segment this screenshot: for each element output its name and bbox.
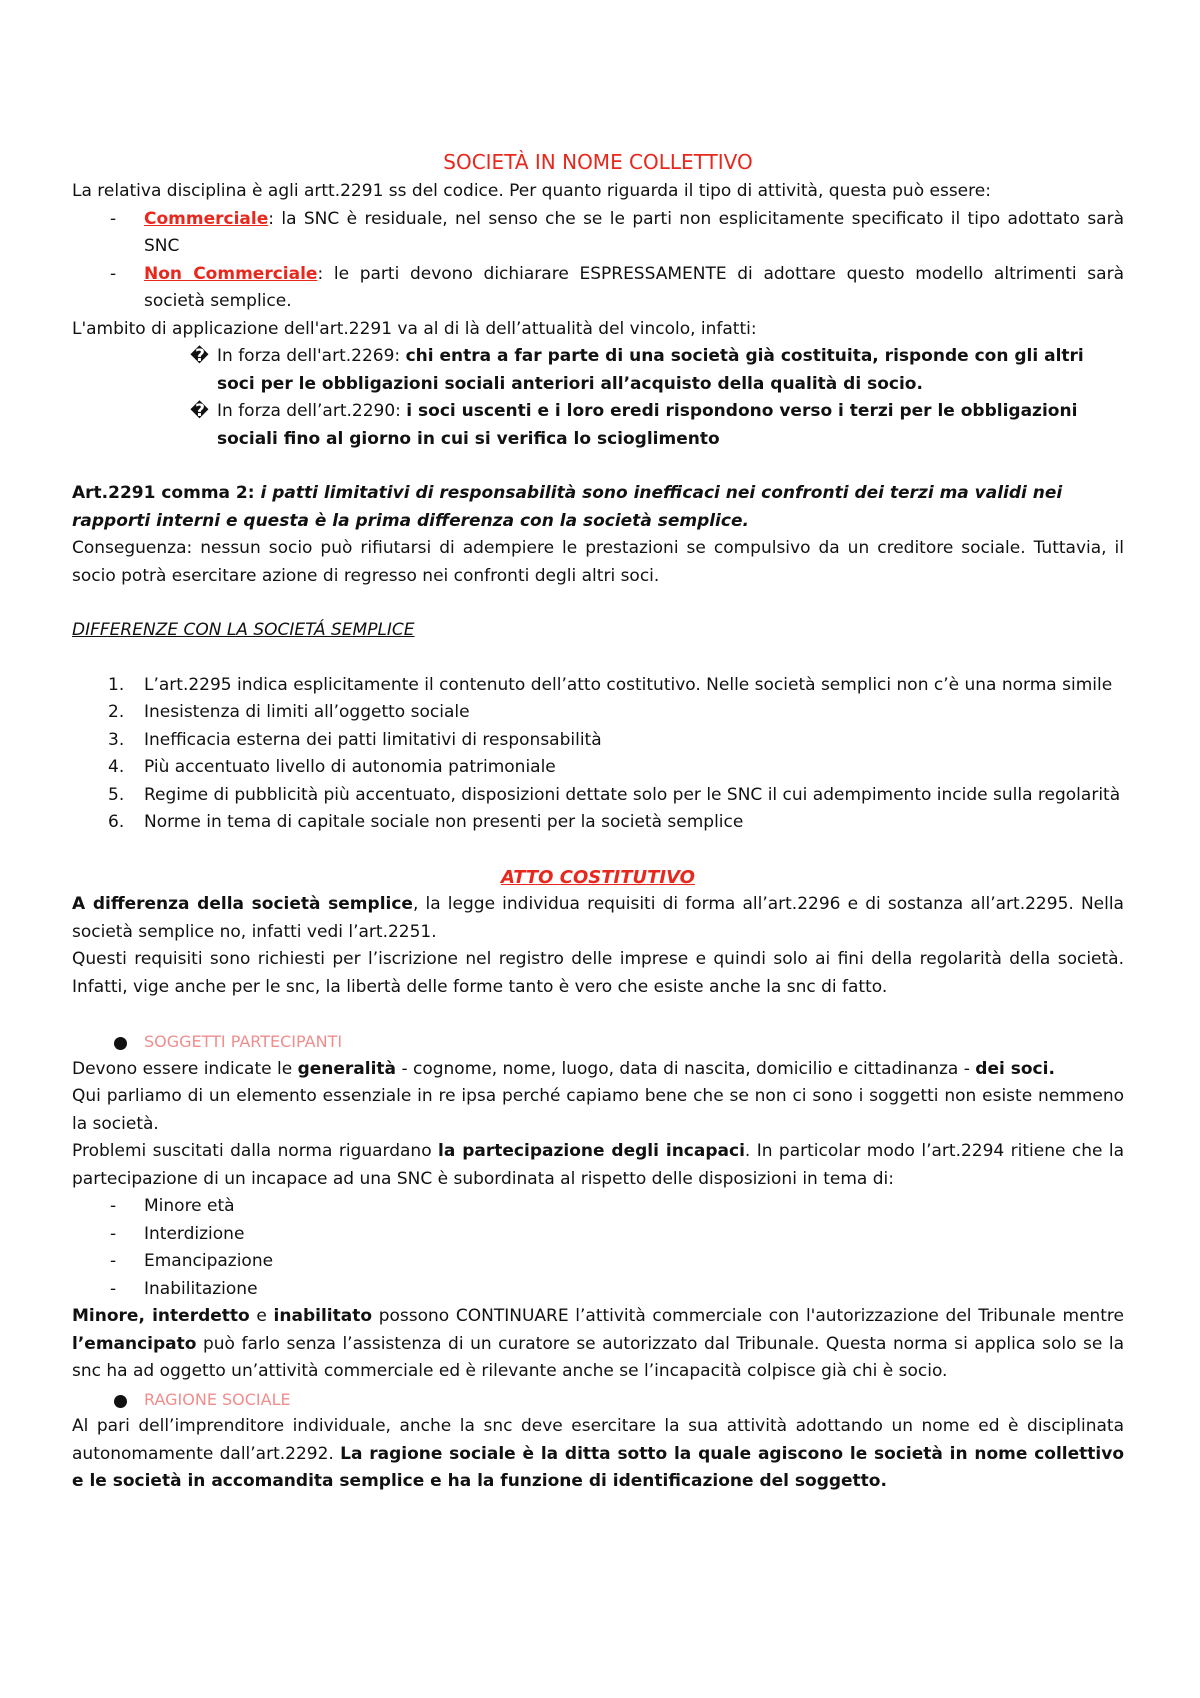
list-item bbox=[72, 809, 1124, 837]
list-item: - Inabilitazione bbox=[72, 1276, 1124, 1304]
list-item bbox=[72, 261, 1124, 316]
item-bold-text: chi entra a far parte di una società già costituita, risponde con gli altri soci per le obbligazioni sociali anteriori all’acquisto della qualità di socio. bbox=[217, 346, 1084, 394]
type-label: Commerciale bbox=[144, 208, 269, 229]
item-text: Inesistenza di limiti all’oggetto sociale bbox=[144, 702, 470, 722]
item-number: 5. bbox=[108, 784, 125, 805]
comma2-paragraph bbox=[72, 480, 1124, 535]
soggetti-paragraph-2: Qui parliamo di un elemento essenziale in re ipsa perché capiamo bene che se non ci sono i soggetti non esiste nemmeno la società. bbox=[72, 1086, 1124, 1134]
list-item: - Minore età bbox=[72, 1193, 1124, 1221]
comma2-lead: Art.2291 comma 2: bbox=[72, 483, 261, 503]
atto-paragraph-2: Questi requisiti sono richiesti per l’iscrizione nel registro delle imprese e quindi solo ai fini della regolarità della società. Infatti, vige anche per le snc, la libertà delle forme tanto è vero che esiste anche la snc di fatto. bbox=[72, 949, 1124, 997]
list-item bbox=[72, 699, 1124, 727]
item-number: 1. bbox=[108, 674, 125, 695]
comma2-text: i patti limitativi di responsabilità sono inefficaci nei confronti dei terzi ma validi nei rapporti interni e questa è la prima differenza con la società semplice. bbox=[72, 483, 1063, 531]
soggetti-heading: SOGGETTI PARTECIPANTI bbox=[72, 1028, 1124, 1056]
bullet-dot-icon bbox=[114, 1037, 127, 1050]
list-item bbox=[72, 727, 1124, 755]
replacement-char-icon: � bbox=[190, 401, 209, 421]
list-item bbox=[72, 754, 1124, 782]
type-text: : le parti devono dichiarare ESPRESSAMENTE di adottare questo modello altrimenti sarà società semplice. bbox=[144, 263, 1124, 311]
dash-bullet: - bbox=[110, 1196, 117, 1216]
list-item bbox=[72, 782, 1124, 810]
conseguenza-paragraph: Conseguenza: nessun socio può rifiutarsi di adempiere le prestazioni se compulsivo da un creditore sociale. Tuttavia, il socio potrà esercitare azione di regresso nei confronti degli altri soci. bbox=[72, 538, 1124, 586]
differenze-list bbox=[72, 672, 1124, 837]
list-item: - Emancipazione bbox=[72, 1248, 1124, 1276]
document-title: SOCIETÀ IN NOME COLLETTIVO bbox=[443, 150, 753, 174]
item-number: 2. bbox=[108, 702, 125, 722]
atto-heading: ATTO COSTITUTIVO bbox=[501, 866, 695, 888]
item-number: 3. bbox=[108, 729, 125, 750]
soggetti-paragraph-3: Problemi suscitati dalla norma riguardano la partecipazione degli incapaci. In particolar modo l’art.2294 ritiene che la partecipazione di un incapace ad una SNC è subordinata al rispetto delle disposizioni in tema di: bbox=[72, 1141, 1124, 1189]
spacer bbox=[72, 590, 1124, 617]
minore-paragraph: Minore, interdetto e inabilitato possono CONTINUARE l’attività commerciale con l'autorizzazione del Tribunale mentre l’emancipato può farlo senza l’assistenza di un curatore se autorizzato dal Tribunale. Questa norma si applica solo se la snc ha ad oggetto un’attività commerciale ed è rilevante anche se l’incapacità colpisce già chi è socio. bbox=[72, 1306, 1124, 1381]
item-prefix: In forza dell'art.2269: bbox=[217, 346, 406, 366]
incapaci-list bbox=[72, 1193, 1124, 1303]
spacer bbox=[72, 1001, 1124, 1028]
differenze-heading: DIFFERENZE CON LA SOCIETÁ SEMPLICE bbox=[72, 620, 415, 640]
activity-types-list bbox=[72, 206, 1124, 316]
item-number: 6. bbox=[108, 812, 125, 832]
list-item bbox=[72, 343, 1124, 398]
ragione-paragraph: Al pari dell’imprenditore individuale, anche la snc deve esercitare la sua attività adottando un nome ed è disciplinata autonomamente dall’art.2292. La ragione sociale è la ditta sotto la quale agiscono le società in nome collettivo e le società in accomandita semplice e ha la funzione di identificazione del soggetto. bbox=[72, 1416, 1124, 1491]
dash-bullet: - bbox=[110, 1278, 117, 1299]
spacer bbox=[72, 645, 1124, 672]
ambito-list bbox=[72, 343, 1124, 453]
item-text: L’art.2295 indica esplicitamente il contenuto dell’atto costitutivo. Nelle società semplici non c’è una norma simile bbox=[144, 674, 1113, 695]
dash-bullet: - bbox=[110, 1251, 117, 1271]
item-text: Norme in tema di capitale sociale non presenti per la società semplice bbox=[144, 812, 744, 832]
item-text: Inefficacia esterna dei patti limitativi di responsabilità bbox=[144, 729, 602, 750]
dash-bullet: - bbox=[110, 1223, 117, 1244]
soggetti-paragraph-1: Devono essere indicate le generalità - cognome, nome, luogo, data di nascita, domicilio e cittadinanza - dei soci. bbox=[72, 1058, 1055, 1079]
item-text: Regime di pubblicità più accentuato, disposizioni dettate solo per le SNC il cui adempimento incide sulla regolarità bbox=[144, 784, 1121, 805]
spacer bbox=[72, 837, 1124, 864]
replacement-char-icon: � bbox=[190, 346, 209, 366]
list-item bbox=[72, 398, 1124, 453]
item-prefix: In forza dell’art.2290: bbox=[217, 401, 407, 421]
list-item bbox=[72, 672, 1124, 700]
list-item bbox=[72, 206, 1124, 261]
item-number: 4. bbox=[108, 757, 125, 777]
atto-paragraph-1: A differenza della società semplice, la legge individua requisiti di forma all’art.2296 e di sostanza all’art.2295. Nella società semplice no, infatti vedi l’art.2251. bbox=[72, 894, 1124, 942]
type-label: Non Commerciale bbox=[144, 263, 318, 284]
dash-bullet: - bbox=[110, 263, 117, 284]
atto-lead: A differenza della società semplice bbox=[72, 894, 413, 914]
bullet-dot-icon bbox=[114, 1395, 127, 1408]
item-text: Più accentuato livello di autonomia patrimoniale bbox=[144, 757, 556, 777]
item-bold-text: i soci uscenti e i loro eredi rispondono verso i terzi per le obbligazioni sociali fino al giorno in cui si verifica lo scioglimento bbox=[217, 401, 1078, 449]
ragione-heading: RAGIONE SOCIALE bbox=[72, 1386, 1124, 1414]
dash-bullet: - bbox=[110, 208, 117, 229]
type-text: : la SNC è residuale, nel senso che se le parti non esplicitamente specificato il tipo adottato sarà SNC bbox=[144, 208, 1124, 256]
spacer bbox=[72, 453, 1124, 480]
ambito-paragraph: L'ambito di applicazione dell'art.2291 va al di là dell’attualità del vincolo, infatti: bbox=[72, 318, 757, 339]
document-page bbox=[72, 148, 1124, 1496]
intro-paragraph: La relativa disciplina è agli artt.2291 ss del codice. Per quanto riguarda il tipo di attività, questa può essere: bbox=[72, 181, 991, 201]
list-item: - Interdizione bbox=[72, 1221, 1124, 1249]
